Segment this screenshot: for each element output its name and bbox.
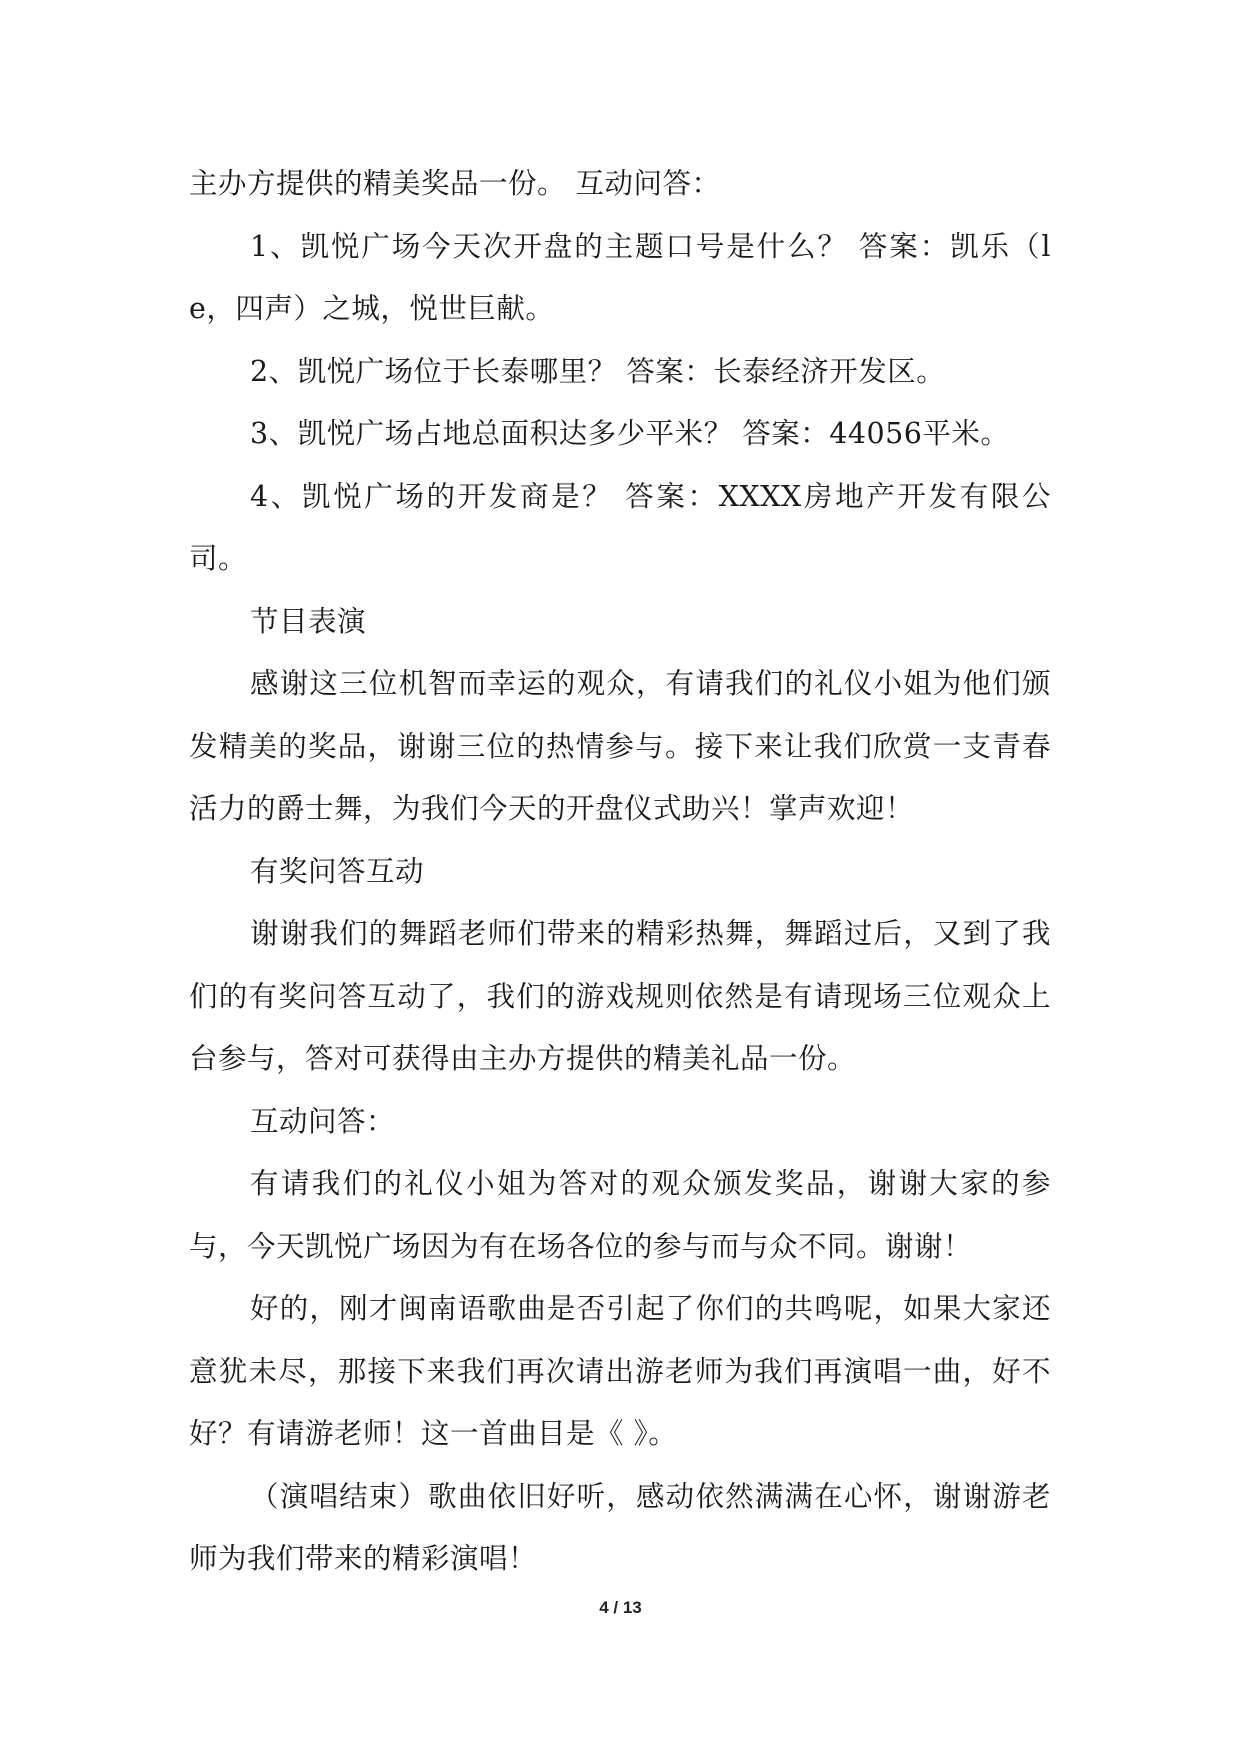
paragraph-prize-award: 有请我们的礼仪小姐为答对的观众颁发奖品，谢谢大家的参与，今天凯悦广场因为有在场各位的参与而与众不同。谢谢！ <box>189 1167 1051 1263</box>
question-1: 1、凯悦广场今天次开盘的主题口号是什么？ 答案：凯乐（le，四声）之城，悦世巨献。 <box>189 229 1051 325</box>
section-heading-quiz: 有奖问答互动 <box>250 854 425 888</box>
paragraph-dance-thanks: 谢谢我们的舞蹈老师们带来的精彩热舞，舞蹈过后，又到了我们的有奖问答互动了，我们的游戏规则依然是有请现场三位观众上台参与，答对可获得由主办方提供的精美礼品一份。 <box>189 917 1051 1075</box>
document-body <box>189 153 1051 1591</box>
section-heading-performance: 节目表演 <box>250 604 367 638</box>
paragraph-song-intro: 好的，刚才闽南语歌曲是否引起了你们的共鸣呢，如果大家还意犹未尽，那接下来我们再次请出游老师为我们再演唱一曲，好不好？有请游老师！这一首曲目是《 》。 <box>189 1292 1051 1450</box>
paragraph-1: 主办方提供的精美奖品一份。 互动问答： <box>189 167 721 200</box>
question-4: 4、凯悦广场的开发商是？ 答案：XXXX房地产开发有限公司。 <box>189 479 1051 575</box>
section-heading-qa: 互动问答： <box>250 1104 396 1138</box>
question-3: 3、凯悦广场占地总面积达多少平米？ 答案：44056平米。 <box>250 417 1010 450</box>
question-2: 2、凯悦广场位于长泰哪里？ 答案：长泰经济开发区。 <box>250 354 946 388</box>
paragraph-song-end: （演唱结束）歌曲依旧好听，感动依然满满在心怀，谢谢游老师为我们带来的精彩演唱！ <box>189 1479 1051 1575</box>
paragraph-thanks-audience: 感谢这三位机智而幸运的观众，有请我们的礼仪小姐为他们颁发精美的奖品，谢谢三位的热情参与。接下来让我们欣赏一支青春活力的爵士舞，为我们今天的开盘仪式助兴！掌声欢迎！ <box>189 667 1051 825</box>
page-number: 4 / 13 <box>599 1598 642 1617</box>
